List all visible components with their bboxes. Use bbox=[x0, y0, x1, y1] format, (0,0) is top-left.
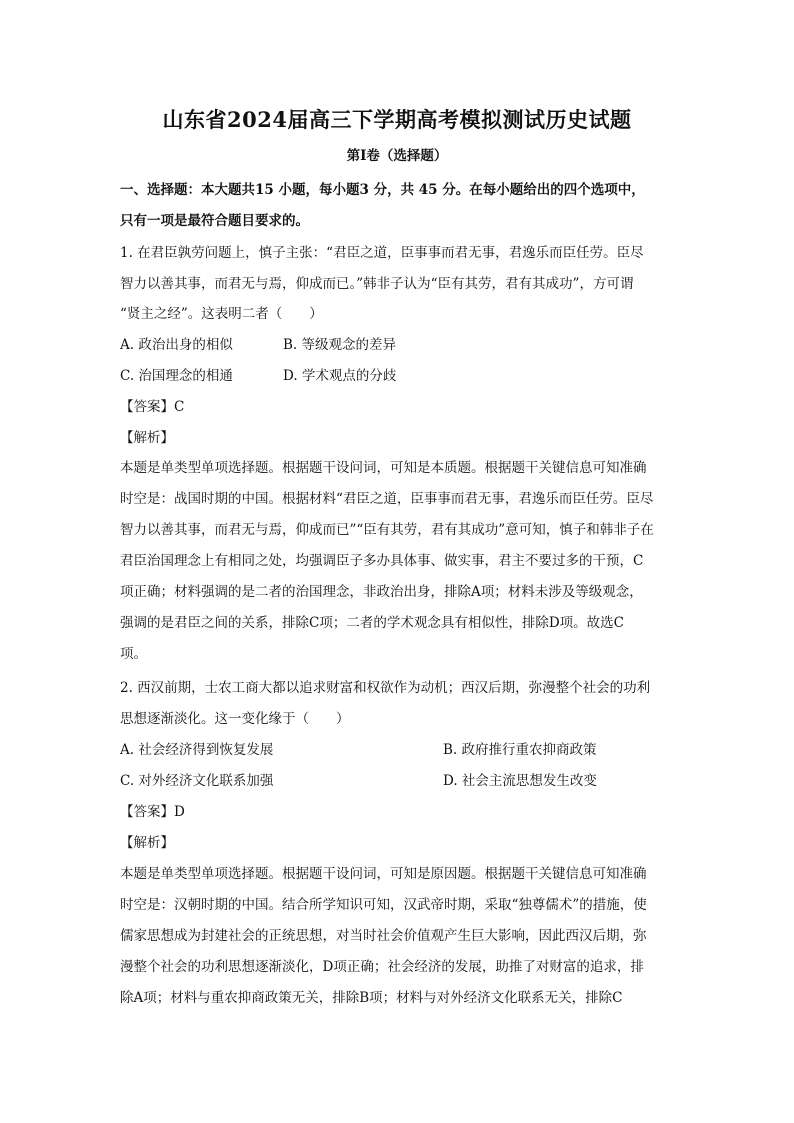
q1-analysis-line: 本题是单类型单项选择题。根据题干设问词，可知是本质题。根据题干关键信息可知准确 bbox=[120, 460, 647, 476]
q1-stem-line-1: 1. 在君臣孰劳问题上，慎子主张：“君臣之道，臣事事而君无事，君逸乐而臣任劳。臣尽 bbox=[120, 245, 644, 261]
q2-option-d: D. 社会主流思想发生改变 bbox=[443, 773, 597, 789]
q2-analysis-label: 【解析】 bbox=[120, 835, 174, 851]
q1-option-b: B. 等级观念的差异 bbox=[283, 337, 397, 353]
q2-option-a: A. 社会经济得到恢复发展 bbox=[120, 742, 274, 758]
q1-analysis-line: 强调的是君臣之间的关系，排除C项；二者的学术观念具有相似性，排除D项。故选C bbox=[120, 615, 624, 631]
section-heading-line-1: 一、选择题：本大题共15 小题，每小题3 分，共 45 分。在每小题给出的四个选项中， bbox=[120, 182, 645, 198]
q2-option-c: C. 对外经济文化联系加强 bbox=[120, 773, 274, 789]
q2-answer: 【答案】D bbox=[120, 804, 185, 820]
q1-option-c: C. 治国理念的相通 bbox=[120, 368, 233, 384]
page-title: 山东省2024届高三下学期高考模拟测试历史试题 bbox=[162, 107, 632, 132]
q2-analysis-line: 本题是单类型单项选择题。根据题干设问词，可知是原因题。根据题干关键信息可知准确 bbox=[120, 866, 647, 882]
q1-option-a: A. 政治出身的相似 bbox=[120, 337, 233, 353]
q2-option-b: B. 政府推行重农抑商政策 bbox=[443, 742, 597, 758]
q1-option-d: D. 学术观点的分歧 bbox=[283, 368, 397, 384]
q1-stem-line-3: “贤主之经”。这表明二者（ ） bbox=[120, 306, 323, 322]
q2-stem-line-2: 思想逐渐淡化。这一变化缘于（ ） bbox=[120, 711, 350, 727]
q1-analysis-line: 时空是：战国时期的中国。根据材料“君臣之道，臣事事而君无事，君逸乐而臣任劳。臣尽 bbox=[120, 491, 654, 507]
q2-analysis-line: 儒家思想成为封建社会的正统思想，对当时社会价值观产生巨大影响，因此西汉后期，弥 bbox=[120, 928, 647, 944]
q1-analysis-line: 智力以善其事，而君无与焉，仰成而已”“臣有其劳，君有其成功”意可知，慎子和韩非子在 bbox=[120, 522, 654, 538]
q1-analysis-line: 项。 bbox=[120, 646, 147, 662]
q1-stem-line-2: 智力以善其事，而君无与焉，仰成而已。”韩非子认为“臣有其劳，君有其成功”，方可谓 bbox=[120, 276, 634, 292]
q2-analysis-line: 除A项；材料与重农抑商政策无关，排除B项；材料与对外经济文化联系无关，排除C bbox=[120, 990, 623, 1006]
section-heading-line-2: 只有一项是最符合题目要求的。 bbox=[120, 213, 309, 229]
q2-analysis-line: 漫整个社会的功利思想逐渐淡化，D项正确；社会经济的发展，助推了对财富的追求，排 bbox=[120, 959, 644, 975]
page-subtitle: 第Ⅰ卷（选择题） bbox=[346, 148, 448, 164]
q1-analysis-label: 【解析】 bbox=[120, 430, 174, 446]
q2-analysis-line: 时空是：汉朝时期的中国。结合所学知识可知，汉武帝时期，采取“独尊儒术”的措施，使 bbox=[120, 897, 647, 913]
q1-analysis-line: 项正确；材料强调的是二者的治国理念，非政治出身，排除A项；材料未涉及等级观念， bbox=[120, 584, 643, 600]
q1-answer: 【答案】C bbox=[120, 399, 185, 415]
q2-stem-line-1: 2. 西汉前期，士农工商大都以追求财富和权欲作为动机；西汉后期，弥漫整个社会的功利 bbox=[120, 680, 651, 696]
q1-analysis-line: 君臣治国理念上有相同之处，均强调臣子多办具体事、做实事，君主不要过多的干预，C bbox=[120, 553, 644, 569]
